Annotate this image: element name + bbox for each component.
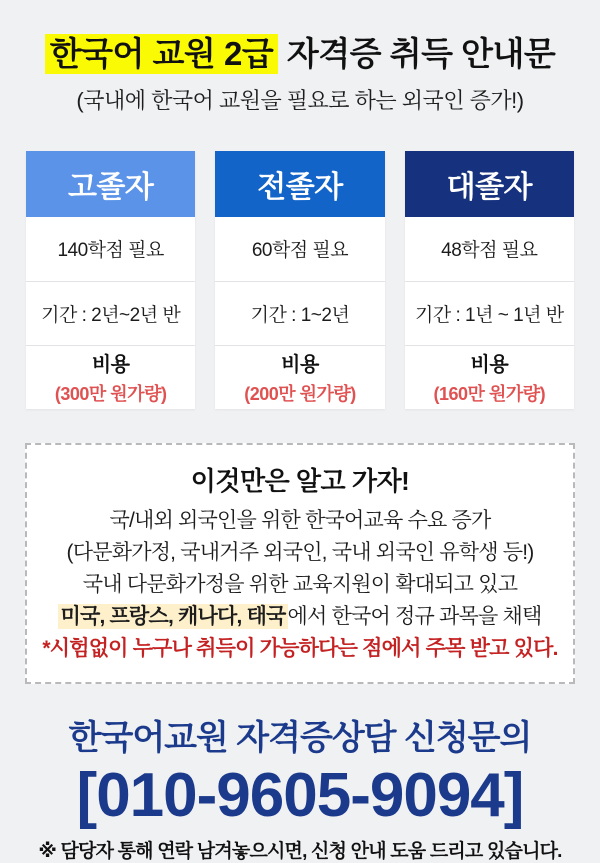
- card-period: 기간 : 1~2년: [215, 281, 384, 345]
- flyer-header: [0, 0, 600, 115]
- card-credits: 48학점 필요: [441, 240, 538, 262]
- contact-heading: 한국어교원 자격증상담 신청문의: [68, 718, 532, 757]
- page-subtitle: (국내에 한국어 교원을 필요로 하는 외국인 증가!): [76, 87, 524, 113]
- cost-value: (300만 원가량): [54, 384, 167, 405]
- title-rest-text: 자격증 취득 안내문: [278, 35, 556, 72]
- card-title: 대졸자: [405, 151, 574, 217]
- info-line-countries: [33, 601, 567, 633]
- cost-value: (160만 원가량): [433, 384, 546, 405]
- info-line-support: 국내 다문화가정을 위한 교육지원이 확대되고 있고: [82, 572, 518, 596]
- card-cost: [215, 345, 384, 409]
- card-credits: 60학점 필요: [251, 240, 349, 262]
- cost-label: 비용: [281, 354, 319, 377]
- countries-rest-text: 에서 한국어 정규 과목을 채택: [287, 604, 542, 628]
- card-period: 기간 : 2년~2년 반: [26, 281, 195, 345]
- card-period: 기간 : 1년 ~ 1년 반: [405, 281, 574, 345]
- info-box-title: 이것만은 알고 가자!: [190, 465, 410, 496]
- card-credits: 140학점 필요: [57, 240, 164, 262]
- card-cost: [26, 345, 195, 409]
- cost-value: (200만 원가량): [244, 384, 356, 405]
- card-title: 고졸자: [26, 151, 195, 217]
- info-line-no-exam-warning: *시험없이 누구나 취득이 가능하다는 점에서 주목 받고 있다.: [42, 636, 558, 660]
- card-college-grad: [215, 151, 384, 409]
- card-title: 전졸자: [215, 151, 384, 217]
- contact-section: [0, 710, 600, 863]
- cost-label: 비용: [91, 354, 130, 377]
- contact-note: ※ 담당자 통해 연락 남겨놓으시면, 신청 안내 도움 드리고 있습니다.: [38, 840, 562, 862]
- countries-highlighted-text: 미국, 프랑스, 캐나다, 태국: [60, 604, 286, 628]
- title-highlighted-text: 한국어 교원 2급: [45, 34, 278, 74]
- info-box: [25, 443, 575, 684]
- info-line-examples: (다문화가정, 국내거주 외국인, 국내 외국인 유학생 등!): [66, 540, 534, 564]
- info-line-demand: 국/내외 외국인을 위한 한국어교육 수요 증가: [109, 508, 491, 532]
- cost-label: 비용: [470, 354, 509, 377]
- contact-phone-number: [010-9605-9094]: [76, 760, 524, 830]
- education-level-cards: [26, 151, 574, 409]
- page-title: [0, 32, 600, 77]
- card-university-grad: [405, 151, 574, 409]
- card-highschool-grad: [26, 151, 195, 409]
- card-cost: [405, 345, 574, 409]
